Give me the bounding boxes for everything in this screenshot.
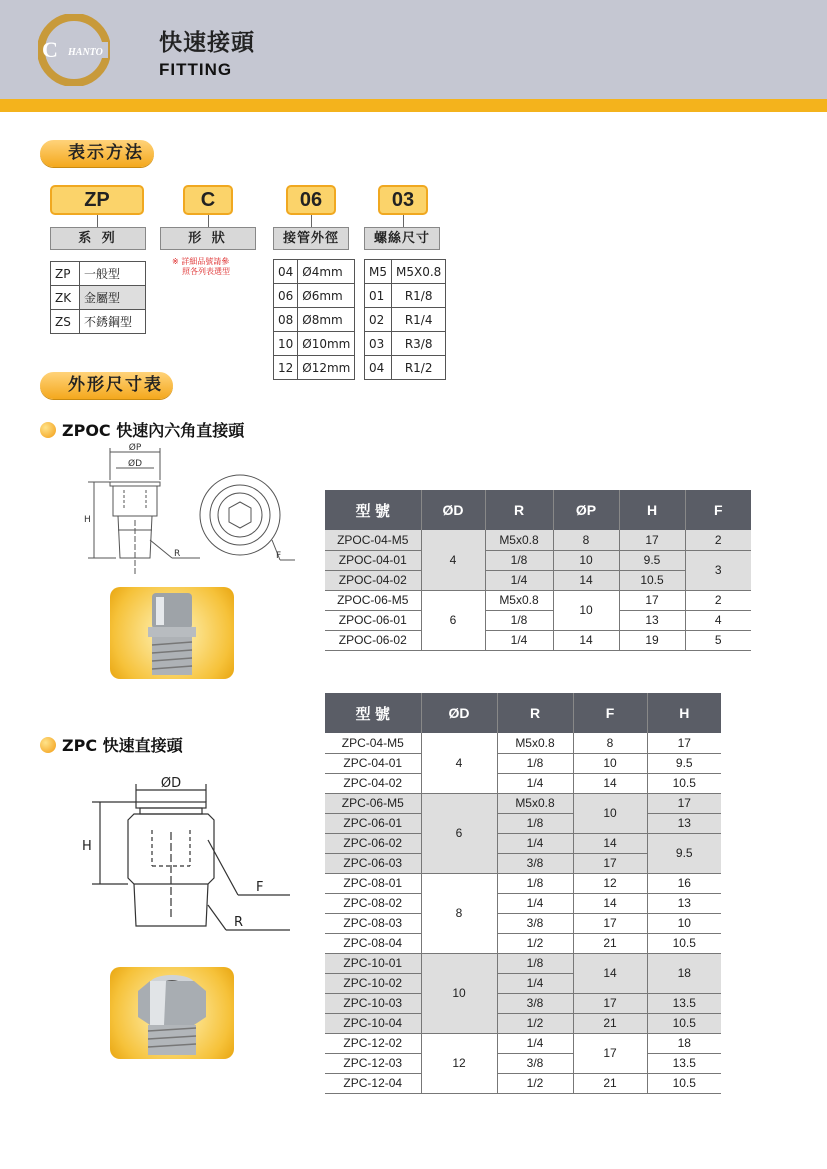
- cell-r: M5x0.8: [485, 530, 553, 550]
- label-h: H: [82, 839, 92, 854]
- cell-h: 9.5: [619, 550, 685, 570]
- thread-code: 04: [365, 356, 392, 380]
- cell-r: 1/2: [497, 1013, 573, 1033]
- thread-code: 03: [365, 332, 392, 356]
- header-thread: 螺絲尺寸: [364, 227, 440, 250]
- zpoc-drawing: [80, 440, 300, 580]
- tube-table: [273, 259, 355, 380]
- tube-size: Ø10mm: [298, 332, 355, 356]
- connector-line: [403, 215, 404, 227]
- header-shape: 形 狀: [160, 227, 256, 250]
- cell-r: 1/8: [497, 753, 573, 773]
- cell-model: ZPOC-04-01: [325, 550, 421, 570]
- cell-f: 17: [573, 853, 647, 873]
- col-r: R: [497, 693, 573, 733]
- cell-r: 1/2: [497, 933, 573, 953]
- cell-op: 14: [553, 630, 619, 650]
- cell-model: ZPC-04-01: [325, 753, 421, 773]
- cell-op: 14: [553, 570, 619, 590]
- tube-code: 04: [274, 260, 298, 284]
- cell-h: 13.5: [647, 993, 721, 1013]
- cell-model: ZPC-06-03: [325, 853, 421, 873]
- thread-code: 01: [365, 284, 392, 308]
- chanto-logo: [38, 14, 110, 86]
- label-h: H: [84, 515, 91, 525]
- col-model: 型 號: [325, 490, 421, 530]
- thread-size: M5X0.8: [392, 260, 446, 284]
- cell-model: ZPC-08-04: [325, 933, 421, 953]
- cell-model: ZPC-10-03: [325, 993, 421, 1013]
- cell-r: 1/8: [497, 813, 573, 833]
- label-d: ØD: [160, 776, 182, 791]
- cell-model: ZPC-08-01: [325, 873, 421, 893]
- cell-model: ZPC-12-04: [325, 1073, 421, 1093]
- cell-f: 5: [685, 630, 751, 650]
- cell-r: M5x0.8: [497, 793, 573, 813]
- zpoc-table: [325, 490, 751, 651]
- header-series: 系 列: [50, 227, 146, 250]
- cell-r: 1/2: [497, 1073, 573, 1093]
- zpc-table: [325, 693, 721, 1094]
- svg-text:C: C: [42, 37, 58, 62]
- cell-r: 1/4: [497, 973, 573, 993]
- series-name: 金屬型: [80, 286, 146, 310]
- cell-h: 9.5: [647, 833, 721, 873]
- cell-h: 19: [619, 630, 685, 650]
- label-d: ØD: [127, 459, 143, 469]
- cell-od: 6: [421, 590, 485, 650]
- cell-r: 3/8: [497, 1053, 573, 1073]
- cell-op: 10: [553, 590, 619, 630]
- tube-size: Ø12mm: [298, 356, 355, 380]
- cell-f: 17: [573, 993, 647, 1013]
- cell-h: 17: [619, 530, 685, 550]
- cell-r: 3/8: [497, 993, 573, 1013]
- cell-f: 14: [573, 893, 647, 913]
- col-op: ØP: [553, 490, 619, 530]
- cell-od: 6: [421, 793, 497, 873]
- zpc-photo: [110, 967, 234, 1059]
- label-p: ØP: [128, 443, 142, 453]
- cell-r: 1/4: [485, 630, 553, 650]
- series-code: ZP: [51, 262, 80, 286]
- cell-r: 3/8: [497, 853, 573, 873]
- tube-code: 10: [274, 332, 298, 356]
- cell-f: 2: [685, 530, 751, 550]
- cell-r: 1/8: [497, 953, 573, 973]
- cell-model: ZPC-06-M5: [325, 793, 421, 813]
- cell-h: 13.5: [647, 1053, 721, 1073]
- cell-f: 14: [573, 833, 647, 853]
- cell-model: ZPC-10-02: [325, 973, 421, 993]
- cell-model: ZPC-12-03: [325, 1053, 421, 1073]
- cell-r: 1/4: [497, 893, 573, 913]
- cell-h: 10.5: [647, 1013, 721, 1033]
- svg-text:HANTO: HANTO: [68, 47, 103, 58]
- code-thread: 03: [378, 185, 428, 215]
- code-tube: 06: [286, 185, 336, 215]
- col-h: H: [619, 490, 685, 530]
- cell-h: 9.5: [647, 753, 721, 773]
- cell-model: ZPC-04-M5: [325, 733, 421, 753]
- zpc-heading: [40, 733, 183, 756]
- cell-r: 1/8: [485, 550, 553, 570]
- shape-note-line: 照各列表選型: [182, 267, 230, 276]
- cell-h: 13: [647, 893, 721, 913]
- cell-f: 14: [573, 773, 647, 793]
- thread-code: M5: [365, 260, 392, 284]
- cell-r: M5x0.8: [497, 733, 573, 753]
- section-notation-pill: 表示方法: [40, 140, 154, 167]
- cell-model: ZPOC-06-01: [325, 610, 421, 630]
- cell-h: 13: [647, 813, 721, 833]
- cell-r: 1/4: [497, 1033, 573, 1053]
- shape-note-line: ※ 詳細品號請參: [172, 257, 230, 266]
- cell-r: 1/4: [497, 833, 573, 853]
- zpc-title: ZPC 快速直接頭: [62, 736, 183, 755]
- cell-f: 17: [573, 1033, 647, 1073]
- cell-model: ZPC-06-02: [325, 833, 421, 853]
- cell-r: 1/8: [485, 610, 553, 630]
- cell-f: 10: [573, 793, 647, 833]
- cell-h: 10: [647, 913, 721, 933]
- cell-f: 17: [573, 913, 647, 933]
- cell-f: 10: [573, 753, 647, 773]
- series-code: ZK: [51, 286, 80, 310]
- col-f: F: [573, 693, 647, 733]
- cell-op: 8: [553, 530, 619, 550]
- cell-od: 12: [421, 1033, 497, 1093]
- thread-size: R1/4: [392, 308, 446, 332]
- col-r: R: [485, 490, 553, 530]
- cell-h: 18: [647, 1033, 721, 1053]
- cell-h: 17: [647, 733, 721, 753]
- cell-h: 17: [647, 793, 721, 813]
- col-h: H: [647, 693, 721, 733]
- series-code: ZS: [51, 310, 80, 334]
- cell-model: ZPC-10-04: [325, 1013, 421, 1033]
- series-table: [50, 261, 146, 334]
- cell-model: ZPC-12-02: [325, 1033, 421, 1053]
- cell-model: ZPC-06-01: [325, 813, 421, 833]
- thread-table: [364, 259, 446, 380]
- connector-line: [311, 215, 312, 227]
- header-band: [0, 0, 827, 100]
- label-r: R: [174, 549, 181, 559]
- page-title-cn: 快速接頭: [159, 30, 255, 56]
- label-f: F: [276, 551, 282, 561]
- shape-note: [172, 257, 230, 277]
- cell-h: 13: [619, 610, 685, 630]
- series-name: 不銹鋼型: [80, 310, 146, 334]
- thread-size: R1/8: [392, 284, 446, 308]
- cell-model: ZPC-04-02: [325, 773, 421, 793]
- zpoc-title: ZPOC 快速內六角直接頭: [62, 421, 245, 440]
- bullet-icon: [40, 737, 56, 753]
- thread-size: R3/8: [392, 332, 446, 356]
- cell-f: 4: [685, 610, 751, 630]
- cell-model: ZPC-08-03: [325, 913, 421, 933]
- series-name: 一般型: [80, 262, 146, 286]
- thread-code: 02: [365, 308, 392, 332]
- cell-od: 8: [421, 873, 497, 953]
- tube-code: 12: [274, 356, 298, 380]
- zpc-drawing: [70, 770, 295, 940]
- fitting-image: [110, 967, 234, 1059]
- cell-f: 2: [685, 590, 751, 610]
- cell-od: 4: [421, 530, 485, 590]
- tube-size: Ø6mm: [298, 284, 355, 308]
- cell-r: 3/8: [497, 913, 573, 933]
- thread-size: R1/2: [392, 356, 446, 380]
- col-od: ØD: [421, 490, 485, 530]
- bullet-icon: [40, 422, 56, 438]
- tube-code: 06: [274, 284, 298, 308]
- cell-op: 10: [553, 550, 619, 570]
- header-stripe: [0, 99, 827, 112]
- connector-line: [208, 215, 209, 227]
- cell-model: ZPOC-04-02: [325, 570, 421, 590]
- cell-h: 10.5: [619, 570, 685, 590]
- cell-r: 1/8: [497, 873, 573, 893]
- cell-h: 10.5: [647, 773, 721, 793]
- cell-model: ZPOC-06-M5: [325, 590, 421, 610]
- cell-r: 1/4: [485, 570, 553, 590]
- cell-f: 14: [573, 953, 647, 993]
- tube-size: Ø8mm: [298, 308, 355, 332]
- col-model: 型 號: [325, 693, 421, 733]
- cell-h: 10.5: [647, 1073, 721, 1093]
- cell-f: 12: [573, 873, 647, 893]
- connector-line: [97, 215, 98, 227]
- fitting-image: [110, 587, 234, 679]
- cell-f: 21: [573, 1013, 647, 1033]
- cell-f: 21: [573, 933, 647, 953]
- cell-od: 4: [421, 733, 497, 793]
- header-tube: 接管外徑: [273, 227, 349, 250]
- cell-h: 16: [647, 873, 721, 893]
- cell-model: ZPC-08-02: [325, 893, 421, 913]
- code-shape: C: [183, 185, 233, 215]
- cell-h: 18: [647, 953, 721, 993]
- cell-h: 17: [619, 590, 685, 610]
- tube-size: Ø4mm: [298, 260, 355, 284]
- col-od: ØD: [421, 693, 497, 733]
- cell-r: M5x0.8: [485, 590, 553, 610]
- cell-f: 3: [685, 550, 751, 590]
- cell-od: 10: [421, 953, 497, 1033]
- cell-f: 21: [573, 1073, 647, 1093]
- cell-h: 10.5: [647, 933, 721, 953]
- cell-model: ZPC-10-01: [325, 953, 421, 973]
- tube-code: 08: [274, 308, 298, 332]
- cell-f: 8: [573, 733, 647, 753]
- zpoc-heading: [40, 418, 244, 441]
- cell-model: ZPOC-06-02: [325, 630, 421, 650]
- col-f: F: [685, 490, 751, 530]
- section-dimension-pill: 外形尺寸表: [40, 372, 173, 399]
- label-f: F: [256, 880, 264, 895]
- cell-model: ZPOC-04-M5: [325, 530, 421, 550]
- page-title-en: FITTING: [159, 60, 233, 79]
- code-series: ZP: [50, 185, 144, 215]
- label-r: R: [234, 915, 244, 930]
- zpoc-photo: [110, 587, 234, 679]
- cell-r: 1/4: [497, 773, 573, 793]
